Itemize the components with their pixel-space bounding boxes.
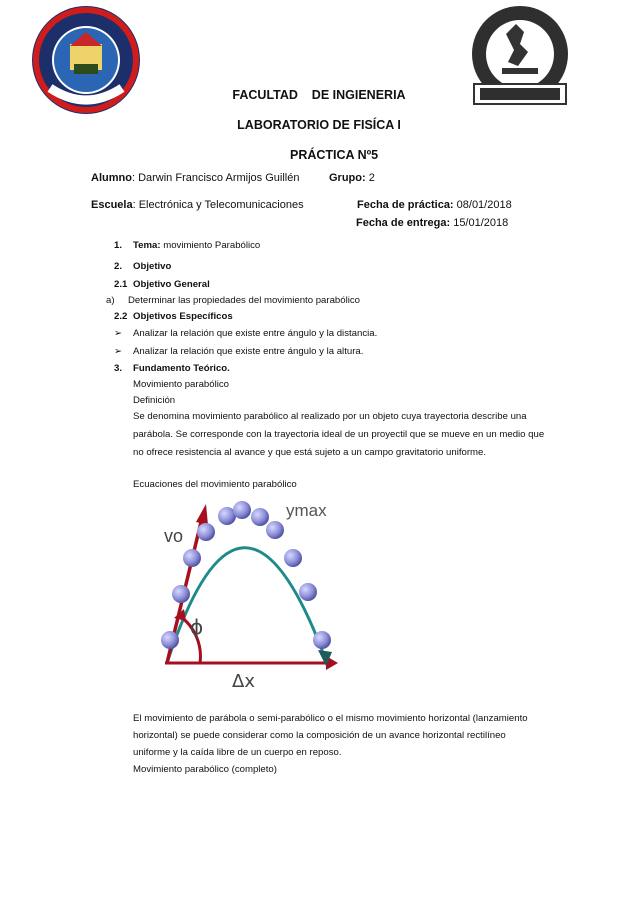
section-2-1-label: Objetivo General (133, 279, 210, 290)
paragraph-line-1: El movimiento de parábola o semi-parabólico o el mismo movimiento horizontal (lanzamiento (133, 713, 528, 724)
practice-title: PRÁCTICA Nº5 (290, 148, 379, 162)
projectile-ball (197, 523, 215, 541)
section-2-number: 2. (114, 261, 123, 272)
paragraph-line-2: horizontal) se puede considerar como la composición de un avance horizontal rectilíneo (133, 730, 506, 741)
practice-date-label: Fecha de práctica: (357, 199, 454, 211)
projectile-ball (299, 583, 317, 601)
projectile-ball (161, 631, 179, 649)
section-2-2-number: 2.2 (114, 311, 128, 322)
angle-label: ϕ (190, 615, 204, 639)
arrow-bullet-icon: ➢ (114, 346, 123, 357)
definition-line-3: no ofrece resistencia al avance y que está sujeto a un campo gravitatorio uniforme. (133, 447, 487, 458)
projectile-ball (284, 549, 302, 567)
paragraph-line-3: uniforme y la caída libre de un cuerpo en reposo. (133, 747, 342, 758)
school-line (91, 199, 304, 211)
projectile-ball (313, 631, 331, 649)
section-1-value: movimiento Parabólico (160, 240, 261, 251)
group-value: 2 (365, 172, 375, 184)
projectile-ball (233, 501, 251, 519)
objective-a (106, 295, 360, 306)
projectile-ball (266, 521, 284, 539)
section-2 (114, 261, 171, 272)
delivery-date-label: Fecha de entrega: (356, 217, 451, 229)
section-2-2 (114, 311, 233, 322)
practice-date-line (357, 199, 512, 211)
max-height-label: ymax (286, 501, 327, 520)
definition-line-2: parábola. Se corresponde con la trayectoria ideal de un proyectil que se mueve en un medio que (133, 429, 545, 440)
section-3 (114, 363, 230, 374)
bullet-item-2 (114, 346, 363, 357)
arrow-bullet-icon: ➢ (114, 328, 123, 339)
student-value: : Darwin Francisco Armijos Guillén (131, 172, 300, 184)
section-2-1-number: 2.1 (114, 279, 128, 290)
group-label: Grupo: (329, 172, 366, 184)
school-label: Escuela (91, 199, 133, 211)
school-value: : Electrónica y Telecomunicaciones (132, 199, 304, 211)
faculty-title: FACULTAD DE INGIENERIA (232, 88, 406, 102)
initial-velocity-arrowhead (196, 504, 208, 525)
practice-date-value: 08/01/2018 (453, 199, 512, 211)
subheading-definition: Definición (133, 395, 176, 406)
delivery-date-value: 15/01/2018 (450, 217, 509, 229)
equations-heading: Ecuaciones del movimiento parabólico (133, 479, 297, 490)
projectile-ball (172, 585, 190, 603)
projectile-ball (183, 549, 201, 567)
section-1 (114, 240, 260, 251)
bullet-item-2-text: Analizar la relación que existe entre ángulo y la altura. (133, 346, 364, 357)
section-3-label: Fundamento Teórico. (133, 363, 230, 374)
paragraph-line-4: Movimiento parabólico (completo) (133, 764, 277, 775)
lab-title: LABORATORIO DE FISÍCA I (237, 118, 401, 132)
section-2-1 (114, 279, 210, 290)
section-2-2-label: Objetivos Específicos (133, 311, 233, 322)
section-1-number: 1. (114, 240, 123, 251)
definition-line-1: Se denomina movimiento parabólico al realizado por un objeto cuya trayectoria describe una (133, 411, 527, 422)
group-line (329, 172, 375, 184)
bullet-item-1 (114, 328, 377, 339)
initial-velocity-label: vo (164, 526, 184, 546)
subheading-parabolic-motion: Movimiento parabólico (133, 379, 229, 390)
projectile-ball (251, 508, 269, 526)
section-1-label: Tema: (133, 240, 161, 251)
objective-a-marker: a) (106, 295, 115, 306)
parabolic-motion-figure (150, 490, 350, 695)
student-line (91, 172, 299, 184)
section-2-label: Objetivo (133, 261, 172, 272)
delivery-date-line (356, 217, 508, 229)
section-3-number: 3. (114, 363, 123, 374)
student-label: Alumno (91, 172, 132, 184)
horizontal-distance-label: Δx (232, 671, 255, 692)
objective-a-text: Determinar las propiedades del movimiento parabólico (128, 295, 360, 306)
bullet-item-1-text: Analizar la relación que existe entre ángulo y la distancia. (133, 328, 378, 339)
